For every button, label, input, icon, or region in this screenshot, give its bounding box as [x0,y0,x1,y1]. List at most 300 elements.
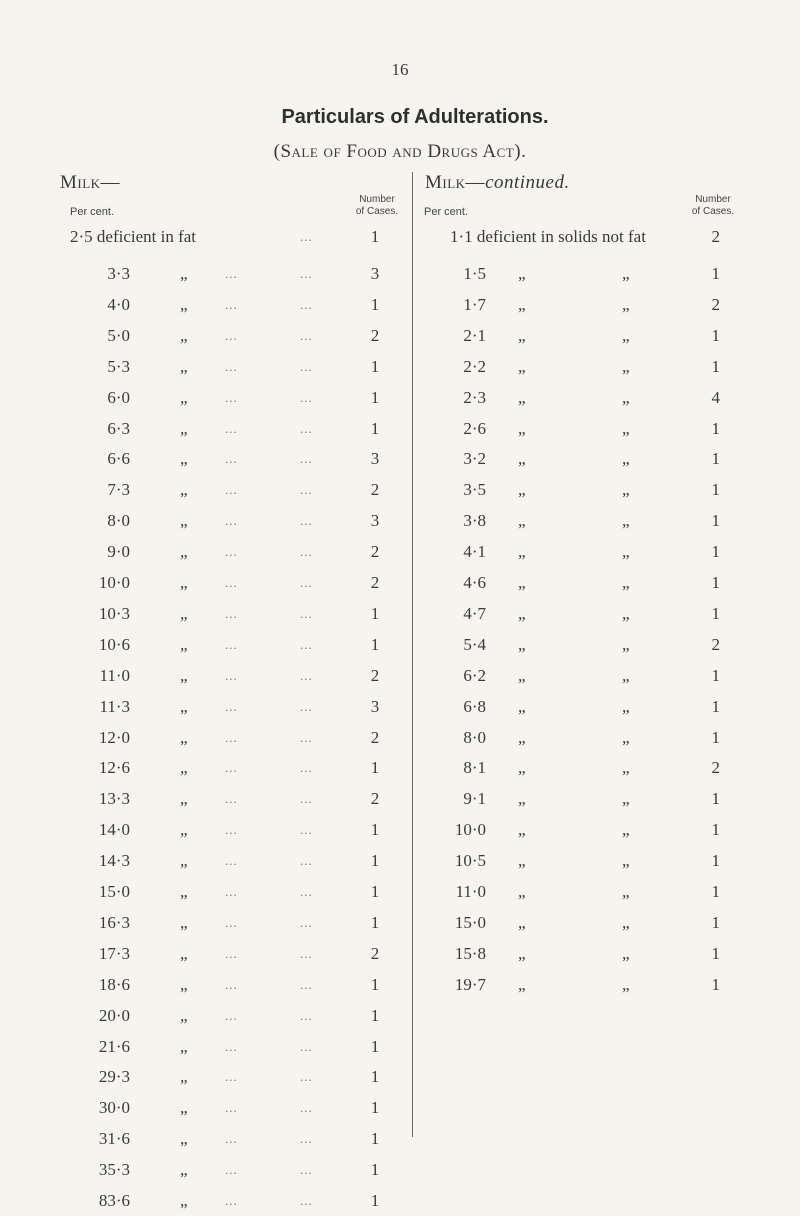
left-table-row [0,1186,412,1216]
left-row-percent: 10·0 [98,573,130,592]
left-row-leader-dots: ... [225,1069,238,1085]
left-row-ditto: „ [180,294,188,314]
right-table-row [0,444,800,474]
right-table-row [0,661,800,691]
right-row-ditto: „ [518,480,526,500]
left-row-leader-dots: ... [300,451,313,467]
left-row-ditto: „ [180,820,188,840]
left-row-count: 2 [370,727,380,747]
left-row-ditto: „ [180,634,188,654]
left-row-ditto: „ [180,882,188,901]
left-row-leader-dots: ... [225,1131,238,1147]
right-heading-text: Milk— [425,172,486,193]
right-table-row [0,475,800,505]
left-row-count: 1 [370,820,380,840]
right-row-ditto: „ [622,294,630,314]
left-row-ditto: „ [180,665,188,685]
left-per-cent-label: Per cent. [70,206,115,218]
right-row-ditto: „ [518,758,526,778]
left-row-leader-dots: ... [225,822,238,838]
right-row-count: 1 [711,542,720,562]
right-row-ditto: „ [622,665,630,685]
right-row-count: 1 [711,480,720,500]
left-row-leader-dots: ... [225,729,238,745]
right-row-percent: 19·7 [454,974,486,994]
left-row-leader-dots: ... [300,544,313,560]
left-row-ditto: „ [180,974,188,994]
right-table-row [0,414,800,444]
right-row-ditto: „ [622,912,630,932]
left-row-leader-dots: ... [225,266,238,281]
right-table-row [0,259,800,289]
right-row-count: 1 [711,418,720,438]
right-row-count: 1 [711,449,720,469]
right-table-row [0,692,800,722]
left-row-leader-dots: ... [300,822,313,838]
left-row-ditto: „ [180,418,188,438]
right-row-count: 1 [711,727,720,747]
right-row-ditto: „ [518,851,526,871]
left-row-leader-dots: ... [225,760,238,776]
right-row-ditto: „ [518,294,526,314]
right-row-count: 1 [711,356,720,376]
left-number-label [345,194,409,218]
right-row-percent: 6·2 [463,665,486,685]
left-row-ditto: „ [180,356,188,376]
right-first-row-text: 1·1 deficient in solids not fat [450,227,646,246]
right-row-ditto: „ [518,974,526,994]
right-heading [425,172,570,194]
right-row-count: 1 [711,974,720,994]
right-row-count: 1 [711,696,720,716]
left-row-ditto: „ [180,603,188,623]
left-table-row [0,1124,412,1154]
right-row-ditto: „ [518,264,526,283]
left-row-leader-dots: ... [225,945,238,961]
left-row-count: 1 [370,603,380,623]
right-row-ditto: „ [622,974,630,994]
left-row-percent: 8·0 [107,511,130,531]
left-row-leader-dots: ... [225,296,238,312]
left-first-row-dots: ... [300,229,313,244]
right-row-ditto: „ [518,882,526,901]
left-row-count: 1 [370,1098,380,1118]
right-row-ditto: „ [622,542,630,562]
right-row-count: 1 [711,851,720,871]
left-row-percent: 9·0 [107,542,130,562]
right-row-percent: 15·8 [454,943,486,963]
right-row-ditto: „ [518,603,526,623]
right-table-row [0,846,800,876]
left-row-leader-dots: ... [300,914,313,930]
right-row-count: 2 [711,634,720,654]
left-row-ditto: „ [180,912,188,932]
right-row-percent: 2·3 [463,387,486,407]
right-table-row [0,383,800,413]
left-row-ditto: „ [180,480,188,500]
left-row-leader-dots: ... [300,605,313,621]
left-row-percent: 13·3 [98,789,130,809]
left-row-leader-dots: ... [225,976,238,992]
left-row-count: 1 [370,634,380,654]
right-row-percent: 8·1 [463,758,486,778]
right-table-row [0,352,800,382]
left-row-ditto: „ [180,943,188,963]
right-row-ditto: „ [622,449,630,469]
right-row-percent: 1·7 [463,294,486,314]
page-number: 16 [391,60,409,79]
right-row-percent: 4·1 [463,542,486,562]
right-number-label [675,194,751,218]
left-row-leader-dots: ... [225,698,238,714]
right-row-percent: 4·6 [463,573,486,592]
right-row-ditto: „ [622,264,630,283]
left-row-ditto: „ [180,696,188,716]
left-row-percent: 11·0 [99,665,130,685]
left-row-leader-dots: ... [225,1007,238,1023]
right-row-ditto: „ [518,634,526,654]
left-row-ditto: „ [180,1067,188,1087]
left-row-percent: 16·3 [98,912,130,932]
page-subtitle [0,141,800,163]
left-row-percent: 11·3 [99,696,130,716]
left-row-leader-dots: ... [300,853,313,869]
right-row-count: 4 [711,387,720,407]
right-table-row [0,723,800,753]
right-row-ditto: „ [622,511,630,531]
left-row-percent: 6·6 [107,449,130,469]
right-row-percent: 2·1 [463,325,486,345]
left-row-leader-dots: ... [300,327,313,343]
left-row-leader-dots: ... [225,451,238,467]
left-row-percent: 5·3 [107,356,130,376]
right-row-percent: 1·5 [463,264,486,283]
left-row-leader-dots: ... [300,729,313,745]
left-row-count: 1 [370,1191,380,1210]
left-row-percent: 18·6 [98,974,130,994]
left-row-count: 1 [370,1160,380,1180]
right-row-count: 1 [711,665,720,685]
left-row-leader-dots: ... [300,358,313,374]
right-table-row [0,290,800,320]
left-row-ditto: „ [180,1191,188,1210]
left-row-ditto: „ [180,573,188,592]
left-table-row [0,1001,412,1031]
left-row-leader-dots: ... [225,358,238,374]
right-table-row [0,753,800,783]
left-row-count: 2 [370,789,380,809]
right-table-row [0,784,800,814]
left-row-leader-dots: ... [225,914,238,930]
left-row-ditto: „ [180,727,188,747]
left-row-leader-dots: ... [300,698,313,714]
right-row-ditto: „ [518,789,526,809]
left-row-leader-dots: ... [300,482,313,498]
left-heading: Milk— [60,172,121,193]
left-row-leader-dots: ... [300,1069,313,1085]
left-row-count: 1 [370,1005,380,1025]
left-row-count: 1 [370,974,380,994]
left-row-leader-dots: ... [225,327,238,343]
left-row-count: 2 [370,573,380,592]
right-row-percent: 8·0 [463,727,486,747]
left-table-row [0,1032,412,1062]
left-row-ditto: „ [180,325,188,345]
right-table-row [0,630,800,660]
right-row-count: 1 [711,325,720,345]
left-row-leader-dots: ... [225,791,238,807]
left-row-percent: 4·0 [107,294,130,314]
left-row-count: 3 [370,449,380,469]
right-row-ditto: „ [518,542,526,562]
subtitle-close: ). [514,141,527,162]
right-first-row [0,222,800,252]
right-row-percent: 5·4 [463,634,486,654]
left-row-leader-dots: ... [300,1038,313,1054]
right-heading-continued: continued. [485,172,570,193]
right-table-row [0,321,800,351]
left-row-leader-dots: ... [300,1007,313,1023]
right-table-row [0,908,800,938]
left-row-leader-dots: ... [225,389,238,405]
right-row-percent: 3·8 [463,511,486,531]
left-row-percent: 12·6 [98,758,130,778]
left-row-leader-dots: ... [225,636,238,652]
left-row-count: 2 [370,665,380,685]
page-title: Particulars of Adulterations. [281,106,549,128]
left-row-leader-dots: ... [225,1162,238,1178]
left-row-leader-dots: ... [225,482,238,498]
left-row-leader-dots: ... [300,1162,313,1178]
left-row-ditto: „ [180,789,188,809]
left-row-percent: 20·0 [98,1005,130,1025]
subtitle-act-name: Sale of Food and Drugs Act [280,141,515,162]
right-row-ditto: „ [622,480,630,500]
left-row-ditto: „ [180,1129,188,1149]
left-row-count: 3 [370,511,380,531]
left-number-label-line1: Number [359,194,395,205]
right-row-ditto: „ [622,356,630,376]
right-row-ditto: „ [518,449,526,469]
left-row-leader-dots: ... [300,976,313,992]
left-row-count: 1 [370,851,380,871]
left-table-row [0,1062,412,1092]
subtitle-open: ( [273,141,281,162]
right-row-percent: 3·2 [463,449,486,469]
left-row-percent: 14·3 [98,851,130,871]
left-table-row [0,1093,412,1123]
right-row-ditto: „ [622,696,630,716]
left-row-percent: 6·3 [107,418,130,438]
right-table-row [0,970,800,1000]
left-row-leader-dots: ... [300,760,313,776]
left-row-leader-dots: ... [225,1100,238,1116]
left-row-ditto: „ [180,851,188,871]
left-row-ditto: „ [180,1098,188,1118]
left-row-percent: 83·6 [98,1191,130,1210]
left-row-ditto: „ [180,387,188,407]
left-row-percent: 35·3 [98,1160,130,1180]
right-row-ditto: „ [518,511,526,531]
left-row-percent: 21·6 [98,1036,130,1056]
left-row-leader-dots: ... [225,605,238,621]
left-row-count: 1 [370,912,380,932]
right-row-ditto: „ [518,573,526,592]
right-row-percent: 9·1 [463,789,486,809]
left-row-count: 1 [370,1036,380,1056]
right-row-ditto: „ [622,851,630,871]
right-row-ditto: „ [622,943,630,963]
right-row-ditto: „ [622,789,630,809]
right-row-ditto: „ [622,418,630,438]
right-number-label-line2: of Cases. [691,206,735,217]
right-table-row [0,877,800,907]
left-row-count: 1 [370,1129,380,1149]
left-row-leader-dots: ... [225,575,238,590]
right-row-ditto: „ [622,387,630,407]
left-row-percent: 30·0 [98,1098,130,1118]
right-row-count: 1 [711,511,720,531]
right-row-ditto: „ [518,727,526,747]
left-row-count: 2 [370,943,380,963]
left-row-leader-dots: ... [300,945,313,961]
right-row-count: 1 [711,573,720,592]
left-row-percent: 17·3 [98,943,130,963]
right-row-count: 1 [711,264,720,283]
left-row-percent: 31·6 [98,1129,130,1149]
right-row-ditto: „ [622,634,630,654]
right-table-row [0,815,800,845]
left-row-leader-dots: ... [225,544,238,560]
left-row-count: 2 [370,325,380,345]
left-row-percent: 15·0 [98,882,130,901]
left-row-ditto: „ [180,1160,188,1180]
left-row-percent: 29·3 [98,1067,130,1087]
right-per-cent-label: Per cent. [424,206,469,218]
right-row-percent: 6·8 [463,696,486,716]
left-row-percent: 3·3 [107,264,130,283]
left-row-leader-dots: ... [300,791,313,807]
right-table-row [0,537,800,567]
left-row-leader-dots: ... [300,296,313,312]
right-row-percent: 3·5 [463,480,486,500]
right-table-row [0,568,800,598]
right-row-percent: 11·0 [455,882,486,901]
left-row-ditto: „ [180,511,188,531]
right-row-ditto: „ [622,758,630,778]
right-row-percent: 10·5 [454,851,486,871]
right-row-ditto: „ [622,325,630,345]
left-row-count: 1 [370,758,380,778]
right-row-ditto: „ [518,820,526,840]
right-row-count: 2 [711,758,720,778]
left-row-percent: 12·0 [98,727,130,747]
left-row-leader-dots: ... [225,1038,238,1054]
left-row-percent: 6·0 [107,387,130,407]
left-row-count: 1 [370,882,380,901]
right-row-count: 1 [711,943,720,963]
right-row-ditto: „ [518,912,526,932]
left-row-leader-dots: ... [225,667,238,683]
left-row-percent: 5·0 [107,325,130,345]
left-row-leader-dots: ... [225,884,238,899]
left-row-count: 3 [370,264,380,283]
right-row-count: 1 [711,820,720,840]
right-row-ditto: „ [518,325,526,345]
right-row-ditto: „ [622,820,630,840]
left-first-row-count: 1 [370,227,380,246]
left-row-leader-dots: ... [300,266,313,281]
right-row-percent: 10·0 [454,820,486,840]
left-row-ditto: „ [180,264,188,283]
left-row-leader-dots: ... [225,853,238,869]
left-row-ditto: „ [180,1036,188,1056]
right-table-row [0,939,800,969]
left-table-row [0,1155,412,1185]
right-row-ditto: „ [518,356,526,376]
right-number-label-line1: Number [695,194,731,205]
left-row-leader-dots: ... [300,667,313,683]
right-row-ditto: „ [518,387,526,407]
right-row-count: 2 [711,294,720,314]
left-row-ditto: „ [180,449,188,469]
right-row-ditto: „ [518,943,526,963]
right-row-ditto: „ [518,665,526,685]
left-row-leader-dots: ... [300,636,313,652]
right-table-row [0,599,800,629]
right-row-percent: 15·0 [454,912,486,932]
left-row-leader-dots: ... [225,513,238,529]
right-row-ditto: „ [622,727,630,747]
right-first-row-count: 2 [711,227,720,246]
left-row-percent: 10·3 [98,603,130,623]
left-row-ditto: „ [180,758,188,778]
right-row-ditto: „ [518,696,526,716]
left-row-leader-dots: ... [225,1193,238,1208]
right-row-ditto: „ [622,603,630,623]
right-table-row [0,506,800,536]
left-row-leader-dots: ... [300,389,313,405]
right-row-count: 1 [711,603,720,623]
left-row-ditto: „ [180,542,188,562]
left-row-leader-dots: ... [300,420,313,436]
right-row-count: 1 [711,882,720,901]
left-row-leader-dots: ... [300,884,313,899]
left-row-count: 1 [370,387,380,407]
left-row-leader-dots: ... [300,513,313,529]
left-row-count: 1 [370,294,380,314]
right-row-count: 1 [711,912,720,932]
left-row-percent: 14·0 [98,820,130,840]
left-row-percent: 7·3 [107,480,130,500]
left-row-leader-dots: ... [300,575,313,590]
left-row-leader-dots: ... [225,420,238,436]
left-number-label-line2: of Cases. [355,206,399,217]
left-row-count: 2 [370,480,380,500]
left-row-count: 1 [370,1067,380,1087]
left-row-leader-dots: ... [300,1131,313,1147]
left-first-row-text: 2·5 deficient in fat [70,227,197,246]
left-row-count: 1 [370,418,380,438]
right-row-ditto: „ [622,882,630,901]
left-row-percent: 10·6 [98,634,130,654]
left-row-count: 1 [370,356,380,376]
right-row-percent: 4·7 [463,603,486,623]
right-row-percent: 2·6 [463,418,486,438]
right-row-count: 1 [711,789,720,809]
right-row-ditto: „ [622,573,630,592]
right-row-ditto: „ [518,418,526,438]
